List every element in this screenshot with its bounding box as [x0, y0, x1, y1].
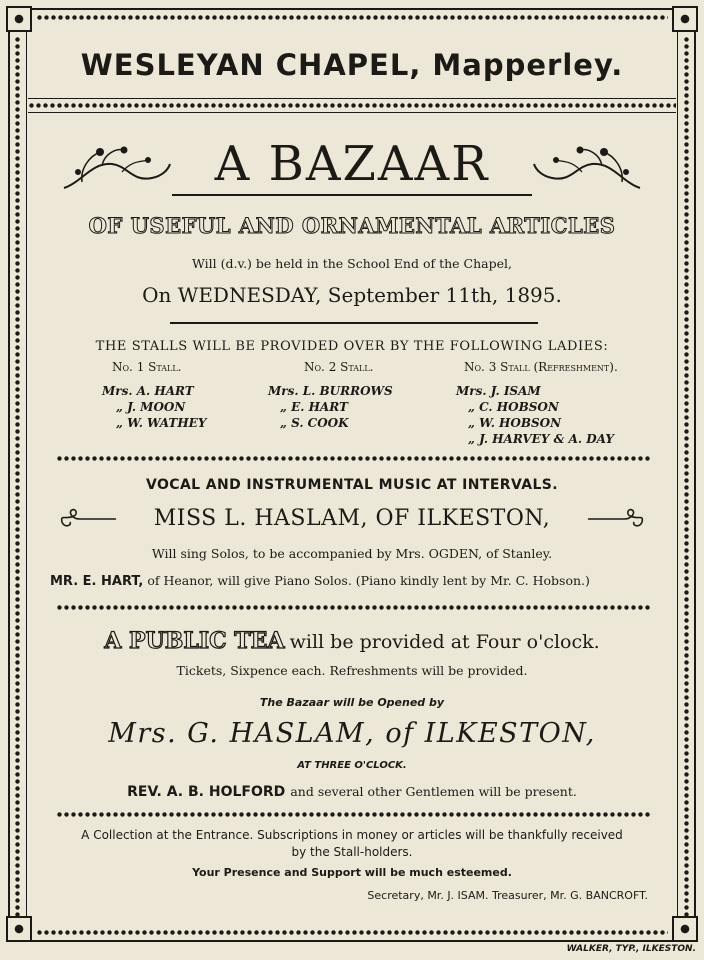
- music-heading: VOCAL AND INSTRUMENTAL MUSIC AT INTERVALS.: [145, 477, 559, 493]
- stall-column: [456, 360, 666, 446]
- stall-lady: „ E. HART: [280, 400, 348, 414]
- corner-ornament-icon: [672, 916, 698, 942]
- bottom-border-ornament: [36, 929, 668, 936]
- collection-line-2: by the Stall-holders.: [291, 845, 413, 859]
- tea-rest: will be provided at Four o'clock.: [289, 631, 600, 653]
- stall-lady: „ S. COOK: [280, 416, 349, 430]
- presence-line: Your Presence and Support will be much esteemed.: [192, 866, 512, 879]
- opening-intro: The Bazaar will be Opened by: [259, 696, 445, 709]
- stall-lady: Mrs. J. ISAM: [456, 384, 541, 398]
- header-divider: [28, 102, 676, 109]
- corner-ornament-icon: [6, 916, 32, 942]
- top-border-ornament: [36, 14, 668, 21]
- stall-lady: „ W. HOBSON: [468, 416, 562, 430]
- tea-lead: A PUBLIC TEA: [104, 628, 285, 654]
- stall-lady: Mrs. A. HART: [102, 384, 194, 398]
- frame-bottom-line: [8, 940, 696, 942]
- header-rule: [28, 112, 676, 113]
- stall-lady: „ J. HARVEY & A. DAY: [468, 432, 614, 446]
- title-underline: [172, 194, 532, 196]
- tea-line: [0, 628, 704, 654]
- bazaar-title: A BAZAAR: [214, 136, 490, 192]
- rev-line: [0, 781, 704, 800]
- stall-lady: „ C. HOBSON: [468, 400, 559, 414]
- section-divider: [56, 455, 652, 462]
- stall-lady: Mrs. L. BURROWS: [268, 384, 393, 398]
- tickets-line: Tickets, Sixpence each. Refreshments will be provided.: [176, 663, 528, 678]
- stalls-heading: THE STALLS WILL BE PROVIDED OVER BY THE FOLLOWING LADIES:: [95, 339, 609, 354]
- stall-label: No. 2 Stall.: [304, 360, 374, 374]
- section-divider: [56, 604, 652, 611]
- piano-performer: MR. E. HART,: [50, 574, 144, 589]
- bazaar-subtitle: OF USEFUL AND ORNAMENTAL ARTICLES: [88, 213, 616, 238]
- officers-line: Secretary, Mr. J. ISAM. Treasurer, Mr. G. BANCROFT.: [367, 889, 648, 902]
- corner-ornament-icon: [672, 6, 698, 32]
- corner-ornament-icon: [6, 6, 32, 32]
- solo-line: Will sing Solos, to be accompanied by Mrs. OGDEN, of Stanley.: [151, 546, 553, 561]
- date-line: On WEDNESDAY, September 11th, 1895.: [142, 283, 562, 307]
- stall-label: No. 1 Stall.: [112, 360, 182, 374]
- piano-details: of Heanor, will give Piano Solos. (Piano kindly lent by Mr. C. Hobson.): [147, 573, 590, 588]
- held-line: Will (d.v.) be held in the School End of the Chapel,: [192, 256, 512, 271]
- stall-column: [102, 360, 262, 430]
- stall-lady: „ W. WATHEY: [116, 416, 207, 430]
- section-divider: [56, 811, 652, 818]
- chapel-title: WESLEYAN CHAPEL, Mapperley.: [80, 48, 624, 82]
- rev-rest: and several other Gentlemen will be present.: [290, 784, 577, 799]
- stall-label: No. 3 Stall (Refreshment).: [464, 360, 618, 374]
- piano-line: [50, 573, 670, 589]
- printer-credit: WALKER, TYP., ILKESTON.: [566, 944, 696, 954]
- opening-time: AT THREE O'CLOCK.: [297, 760, 407, 771]
- stall-lady: „ J. MOON: [116, 400, 186, 414]
- collection-line: A Collection at the Entrance. Subscriptions in money or articles will be thankfully received: [81, 828, 623, 842]
- rev-name: REV. A. B. HOLFORD: [127, 784, 286, 800]
- header-rule: [28, 98, 676, 99]
- opener-name: Mrs. G. HASLAM, of ILKESTON,: [108, 718, 596, 749]
- performer-name: MISS L. HASLAM, OF ILKESTON,: [153, 506, 551, 531]
- date-rule: [170, 322, 538, 324]
- stall-column: [268, 360, 448, 430]
- frame-top-line: [8, 8, 696, 10]
